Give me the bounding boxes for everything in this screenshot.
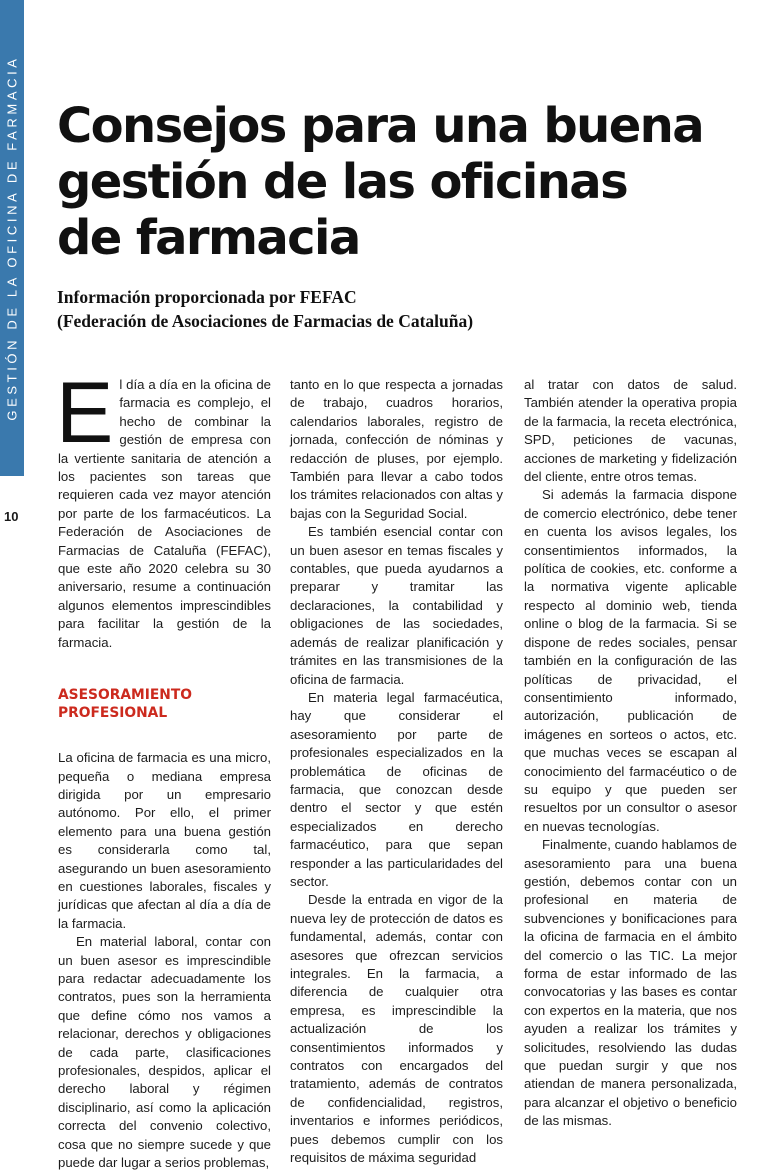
title-line: de farmacia [57,210,360,266]
page-number: 10 [4,509,19,524]
text-column-3 [524,376,737,1131]
section-heading [58,686,271,722]
subtitle-line: Información proporcionada por FEFAC [57,287,357,307]
body-paragraph: Finalmente, cuando hablamos de asesoramiento para una buena gestión, debemos contar con un profesional en materia de subvenciones y bonificaciones para la oficina de farmacia en el ámbito del comercio o las TIC. La mejor forma de estar informado de las convocatorias y las bases es contar con expertos en la materia, que nos ayuden a realizar los trámites y solicitudes, resolviendo las dudas que puedan surgir y que nos atiendan de manera personalizada, para alcanzar el objetivo o beneficio de las mismas. [524,837,738,1129]
body-paragraph: tanto en lo que respecta a jornadas de trabajo, cuadros horarios, calendarios laborales, registro de jornada, confección de nóminas y redacción de pluses, por ejemplo. También para llevar a cabo todos los trámites relacionados con altas y bajas con la Seguridad Social. [290,377,503,521]
intro-text: l día a día en la oficina de farmacia es complejo, el hecho de combinar la gestión de empresa con la vertiente sanitaria de atención a los pacientes son tareas que requieren cada vez mayor atención por parte de los farmacéuticos. La Federación de Asociaciones de Farmacias de Cataluña (FEFAC), que este año 2020 celebra su 30 aniversario, resume a continuación algunos elementos imprescindibles para facilitar la gestión de la farmacia. [58,377,271,650]
section-side-bar [0,0,24,476]
body-paragraph: Es también esencial contar con un buen asesor en temas fiscales y contables, que pueda ayudarnos a preparar y tramitar las declaraciones, la contabilidad y obligaciones de las sociedades, además de realizar planificación y trámites en las transmisiones de la oficina de farmacia. [290,524,503,687]
section-label: GESTIÓN DE LA OFICINA DE FARMACIA [4,55,20,421]
title-line: Consejos para una buena [57,98,704,154]
article-subtitle [57,285,617,333]
body-paragraph: En material laboral, contar con un buen asesor es imprescindible para redactar adecuadamente los contratos, pues son la herramienta que define cómo nos vamos a relacionar, derechos y obligaciones de cada parte, clasificaciones profesionales, despidos, aplicar el derecho laboral y régimen disciplinario, así como la aplicación correcta del convenio colectivo, cosa que no siempre sucede y que puede dar lugar a serios problemas, [58,934,271,1171]
intro-paragraph [56,365,271,652]
body-paragraph: La oficina de farmacia es una micro, pequeña o mediana empresa dirigida por un empresario autónomo. Por ello, el primer elemento para una buena gestión es considerarla como tal, asegurando un buen asesoramiento en cuestiones laborales, fiscales y jurídicas que afectan al día a día de la farmacia. [58,750,271,931]
text-column-1 [56,365,271,1172]
drop-cap: E [56,365,114,461]
article-title [57,98,747,266]
title-line: gestión de las oficinas [57,154,628,210]
body-paragraph: Si además la farmacia dispone de comercio electrónico, debe tener en cuenta los avisos legales, los consentimientos informados, la política de cookies, etc. conforme a la normativa vigente aplicable respecto al dominio web, tienda online o blog de la farmacia. Si se dispone de redes sociales, pensar también en la configuración de las políticas de privacidad, el consentimiento informado, autorización, publicación de imágenes en sorteos o actos, etc. que muchas veces se escapan al conocimiento del farmacéutico o de su equipo y que pueden ser resueltos por un consultor o asesor en nuevas tecnologías. [524,487,737,834]
body-paragraph: En materia legal farmacéutica, hay que considerar el asesoramiento por parte de profesionales especializados en la problemática de oficinas de farmacia, que conozcan desde dentro el sector y que estén especializados en derecho farmacéutico, para que sepan responder a las particularidades del sector. [290,689,503,889]
heading-line: ASESORAMIENTO [58,687,192,704]
subtitle-line: (Federación de Asociaciones de Farmacias de Cataluña) [57,311,474,331]
heading-line: PROFESIONAL [58,705,168,722]
body-paragraph: Desde la entrada en vigor de la nueva ley de protección de datos es fundamental, además, contar con asesores que ofrezcan servicios integrales. En la farmacia, a diferencia de cualquier otra empresa, es imprescindible la actualización de los consentimientos informados y contratos con encargados del tratamiento, además de contratos de confidencialidad, registros, inventarios e informes periódicos, pues debemos cumplir con los requisitos de máxima seguridad [290,892,503,1166]
text-column-2 [290,376,503,1167]
body-paragraph: al tratar con datos de salud. También atender la operativa propia de la farmacia, la receta electrónica, SPD, peticiones de vacunas, acciones de marketing y fidelización del cliente, entre otros temas. [524,377,737,485]
